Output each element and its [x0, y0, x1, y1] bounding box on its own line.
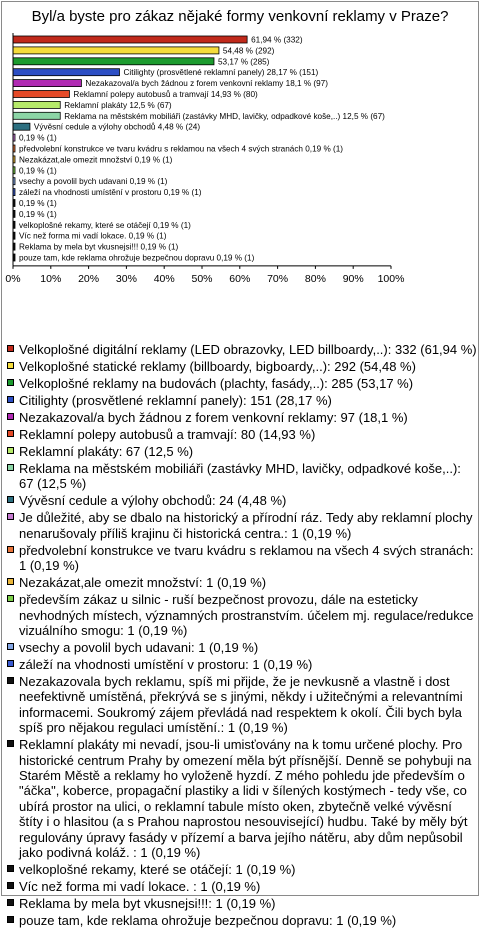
legend-item — [7, 862, 477, 877]
legend-label: Reklamní polepy autobusů a tramvají: 80 (14,93 %) — [19, 427, 316, 442]
legend-item — [7, 737, 477, 860]
bar-value-label: 0,19 % (1) — [19, 133, 57, 143]
legend-item — [7, 510, 477, 541]
chart-title: Byl/a byste pro zákaz nějaké formy venkovní reklamy v Praze? — [31, 8, 449, 25]
legend-label: Reklamní plakáty: 67 (12,5 %) — [19, 444, 194, 459]
bar-value-label: vsechy a povolil bych udavani 0,19 % (1) — [19, 177, 168, 187]
legend-item — [7, 342, 477, 357]
legend-item — [7, 393, 477, 408]
bar-value-label: Reklamní polepy autobusů a tramvají 14,93 % (80) — [73, 90, 258, 99]
legend-swatch — [7, 464, 14, 471]
legend-label: záleží na vhodnosti umístění v prostoru: 1 (0,19 %) — [19, 657, 313, 673]
bar-value-label: pouze tam, kde reklama ohrožuje bezpečnou dopravu 0,19 % (1) — [19, 253, 255, 263]
x-tick-label: 60% — [229, 272, 251, 285]
legend-swatch — [7, 643, 14, 650]
x-tick-label: 80% — [304, 272, 326, 285]
legend-item — [7, 879, 477, 894]
legend-label: vsechy a povolil bych udavani: 1 (0,19 %) — [19, 640, 259, 656]
bar — [13, 36, 247, 43]
legend-label: Víc než forma mi vadí lokace. : 1 (0,19 %) — [19, 879, 261, 895]
legend-swatch — [7, 916, 14, 923]
legend-label: Reklama by mela byt vkusnejsi!!!: 1 (0,19 %) — [19, 896, 276, 912]
legend-swatch — [7, 660, 14, 667]
bar-value-label: Víc než forma mi vadí lokace. 0,19 % (1) — [19, 231, 167, 241]
legend-swatch — [7, 396, 14, 403]
bar — [13, 69, 119, 76]
legend-swatch — [7, 595, 14, 602]
legend-label: především zákaz u silnic - ruší bezpečnost provozu, dále na esteticky nevhodných místech, významných prostranstvím. účelem mj. regulace/redukce vizuálního smogu: 1 (0,19 %) — [19, 592, 474, 639]
legend-swatch — [7, 882, 14, 889]
legend-item — [7, 657, 477, 672]
bar — [13, 80, 81, 87]
legend-item — [7, 444, 477, 459]
chart-legend — [7, 342, 477, 930]
legend-item — [7, 359, 477, 374]
bar-value-label: velkoplošné rekamy, které se otáčejí 0,19 % (1) — [19, 220, 191, 230]
bar — [13, 47, 219, 54]
bar-value-label: 0,19 % (1) — [19, 209, 57, 219]
bar-value-label: Citilighty (prosvětlené reklamní panely) 28,17 % (151) — [123, 68, 319, 78]
legend-swatch — [7, 345, 14, 352]
legend-swatch — [7, 447, 14, 454]
legend-label: velkoplošné rekamy, které se otáčejí: 1 (0,19 %) — [19, 862, 296, 878]
x-tick-label: 100% — [377, 272, 405, 285]
legend-item — [7, 427, 477, 442]
legend-label: Reklamní plakáty mi nevadí, jsou-li umisťovány na k tomu určené plochy. Pro historické centrum Prahy by omezení měla být přísnější. Denně se pohybuji na Starém Městě a reklamy ho vyloženě hyzdí. Z mého pohledu jde především o "áčka", koberce, propagační plastiky a lidi v šílených kostýmech - tedy vše, co ubírá prostor na ulici, o reklamní tabule místo oken, zbytečně velké vývěsní štíty i o hlasitou (a s Prahou naprostou nesouvisející) hudbu. Také by měly být regulovány úpravy fasády v přízemí a barva jejího nátěru, aby dům nepůsobil jako podivná koláž. : 1 (0,19 %) — [19, 737, 472, 861]
x-tick-label: 50% — [191, 272, 213, 285]
legend-swatch — [7, 513, 14, 520]
legend-swatch — [7, 430, 14, 437]
x-tick-label: 40% — [153, 272, 175, 285]
legend-item — [7, 410, 477, 425]
legend-label: pouze tam, kde reklama ohrožuje bezpečnou dopravu: 1 (0,19 %) — [19, 913, 397, 929]
x-tick-label: 0% — [5, 272, 21, 285]
legend-label: Nezakazoval/a bych žádnou z forem venkovní reklamy: 97 (18,1 %) — [19, 410, 408, 425]
bar — [13, 123, 30, 130]
legend-swatch — [7, 379, 14, 386]
bar-value-label: 61,94 % (332) — [251, 35, 303, 45]
legend-label: předvolební konstrukce ve tvaru kvádru s reklamou na všech 4 svých stranách: 1 (0,19 %) — [19, 542, 474, 574]
bar-value-label: Reklama by mela byt vkusnejsi!!! 0,19 % (1) — [19, 242, 179, 252]
legend-item — [7, 376, 477, 391]
legend-swatch — [7, 740, 14, 747]
bar — [13, 91, 69, 98]
legend-item — [7, 913, 477, 928]
legend-swatch — [7, 899, 14, 906]
bar-value-label: Reklamní plakáty 12,5 % (67) — [64, 100, 172, 110]
bar-value-label: Nezakázat,ale omezit množství 0,19 % (1) — [19, 155, 173, 165]
bar — [13, 101, 60, 108]
bar — [13, 112, 60, 119]
legend-swatch — [7, 413, 14, 420]
bar-value-label: Vývěsní cedule a výlohy obchodů 4,48 % (24) — [33, 122, 201, 132]
legend-item — [7, 640, 477, 655]
bar-value-label: 54,48 % (292) — [222, 46, 275, 56]
legend-label: Nezakázat,ale omezit množství: 1 (0,19 %) — [19, 575, 267, 591]
x-tick-label: 30% — [115, 272, 137, 285]
legend-label: Velkoplošné reklamy na budovách (plachty, fasády,..): 285 (53,17 %) — [19, 376, 414, 391]
legend-item — [7, 592, 477, 638]
legend-label: Citilighty (prosvětlené reklamní panely): 151 (28,17 %) — [19, 393, 332, 408]
legend-swatch — [7, 677, 14, 684]
legend-item — [7, 575, 477, 590]
x-tick-label: 70% — [267, 272, 289, 285]
legend-item — [7, 896, 477, 911]
legend-label: Vývěsní cedule a výlohy obchodů: 24 (4,48 %) — [19, 493, 287, 509]
legend-label: Velkoplošné statické reklamy (billboardy, bigboardy,..): 292 (54,48 %) — [19, 359, 416, 374]
legend-label: Velkoplošné digitální reklamy (LED obrazovky, LED billboardy,..): 332 (61,94 %) — [19, 342, 477, 357]
legend-label: Reklama na městském mobiliáři (zastávky MHD, lavičky, odpadkové koše,..): 67 (12,5 %) — [19, 461, 461, 492]
bar-value-label: 53,17 % (285) — [217, 57, 270, 67]
bar-value-label: 0,19 % (1) — [19, 166, 57, 176]
bar — [13, 58, 214, 65]
bar-value-label: Nezakazoval/a bych žádnou z forem venkovní reklamy 18,1 % (97) — [85, 79, 328, 89]
x-tick-label: 10% — [40, 272, 62, 285]
legend-item — [7, 493, 477, 508]
legend-swatch — [7, 496, 14, 503]
legend-item — [7, 461, 477, 492]
bar-value-label: předvolební konstrukce ve tvaru kvádru s reklamou na všech 4 svých stranách 0,19 % (1) — [19, 144, 344, 154]
bar-value-label: 0,19 % (1) — [19, 199, 57, 208]
bar-value-label: záleží na vhodnosti umístění v prostoru 0,19 % (1) — [19, 188, 202, 198]
legend-item — [7, 674, 477, 736]
legend-item — [7, 543, 477, 574]
legend-swatch — [7, 362, 14, 369]
legend-swatch — [7, 578, 14, 585]
x-tick-label: 90% — [342, 272, 364, 285]
bar-value-label: Reklama na městském mobiliáři (zastávky MHD, lavičky, odpadkové koše,..) 12,5 % (67) — [64, 111, 385, 121]
legend-swatch — [7, 865, 14, 872]
x-tick-label: 20% — [78, 272, 100, 285]
legend-swatch — [7, 546, 14, 553]
legend-label: Nezakazovala bych reklamu, spíš mi přijde, že je nevkusně a vlastně i dost neefektivně umístěná, překrývá se s jinými, někdy i užitečnými a relevantními informacemi. Soukromý zájem převládá nad respektem k okolí. Čili bych byla spíš pro nějakou regulaci umístění.: 1 (0,19 %) — [19, 674, 463, 736]
legend-label: Je důležité, aby se dbalo na historický a přírodní ráz. Tedy aby reklamní plochy nenarušovaly příliš krajinu či historická centra.: 1 (0,19 %) — [19, 510, 473, 541]
bar-chart — [0, 0, 480, 340]
